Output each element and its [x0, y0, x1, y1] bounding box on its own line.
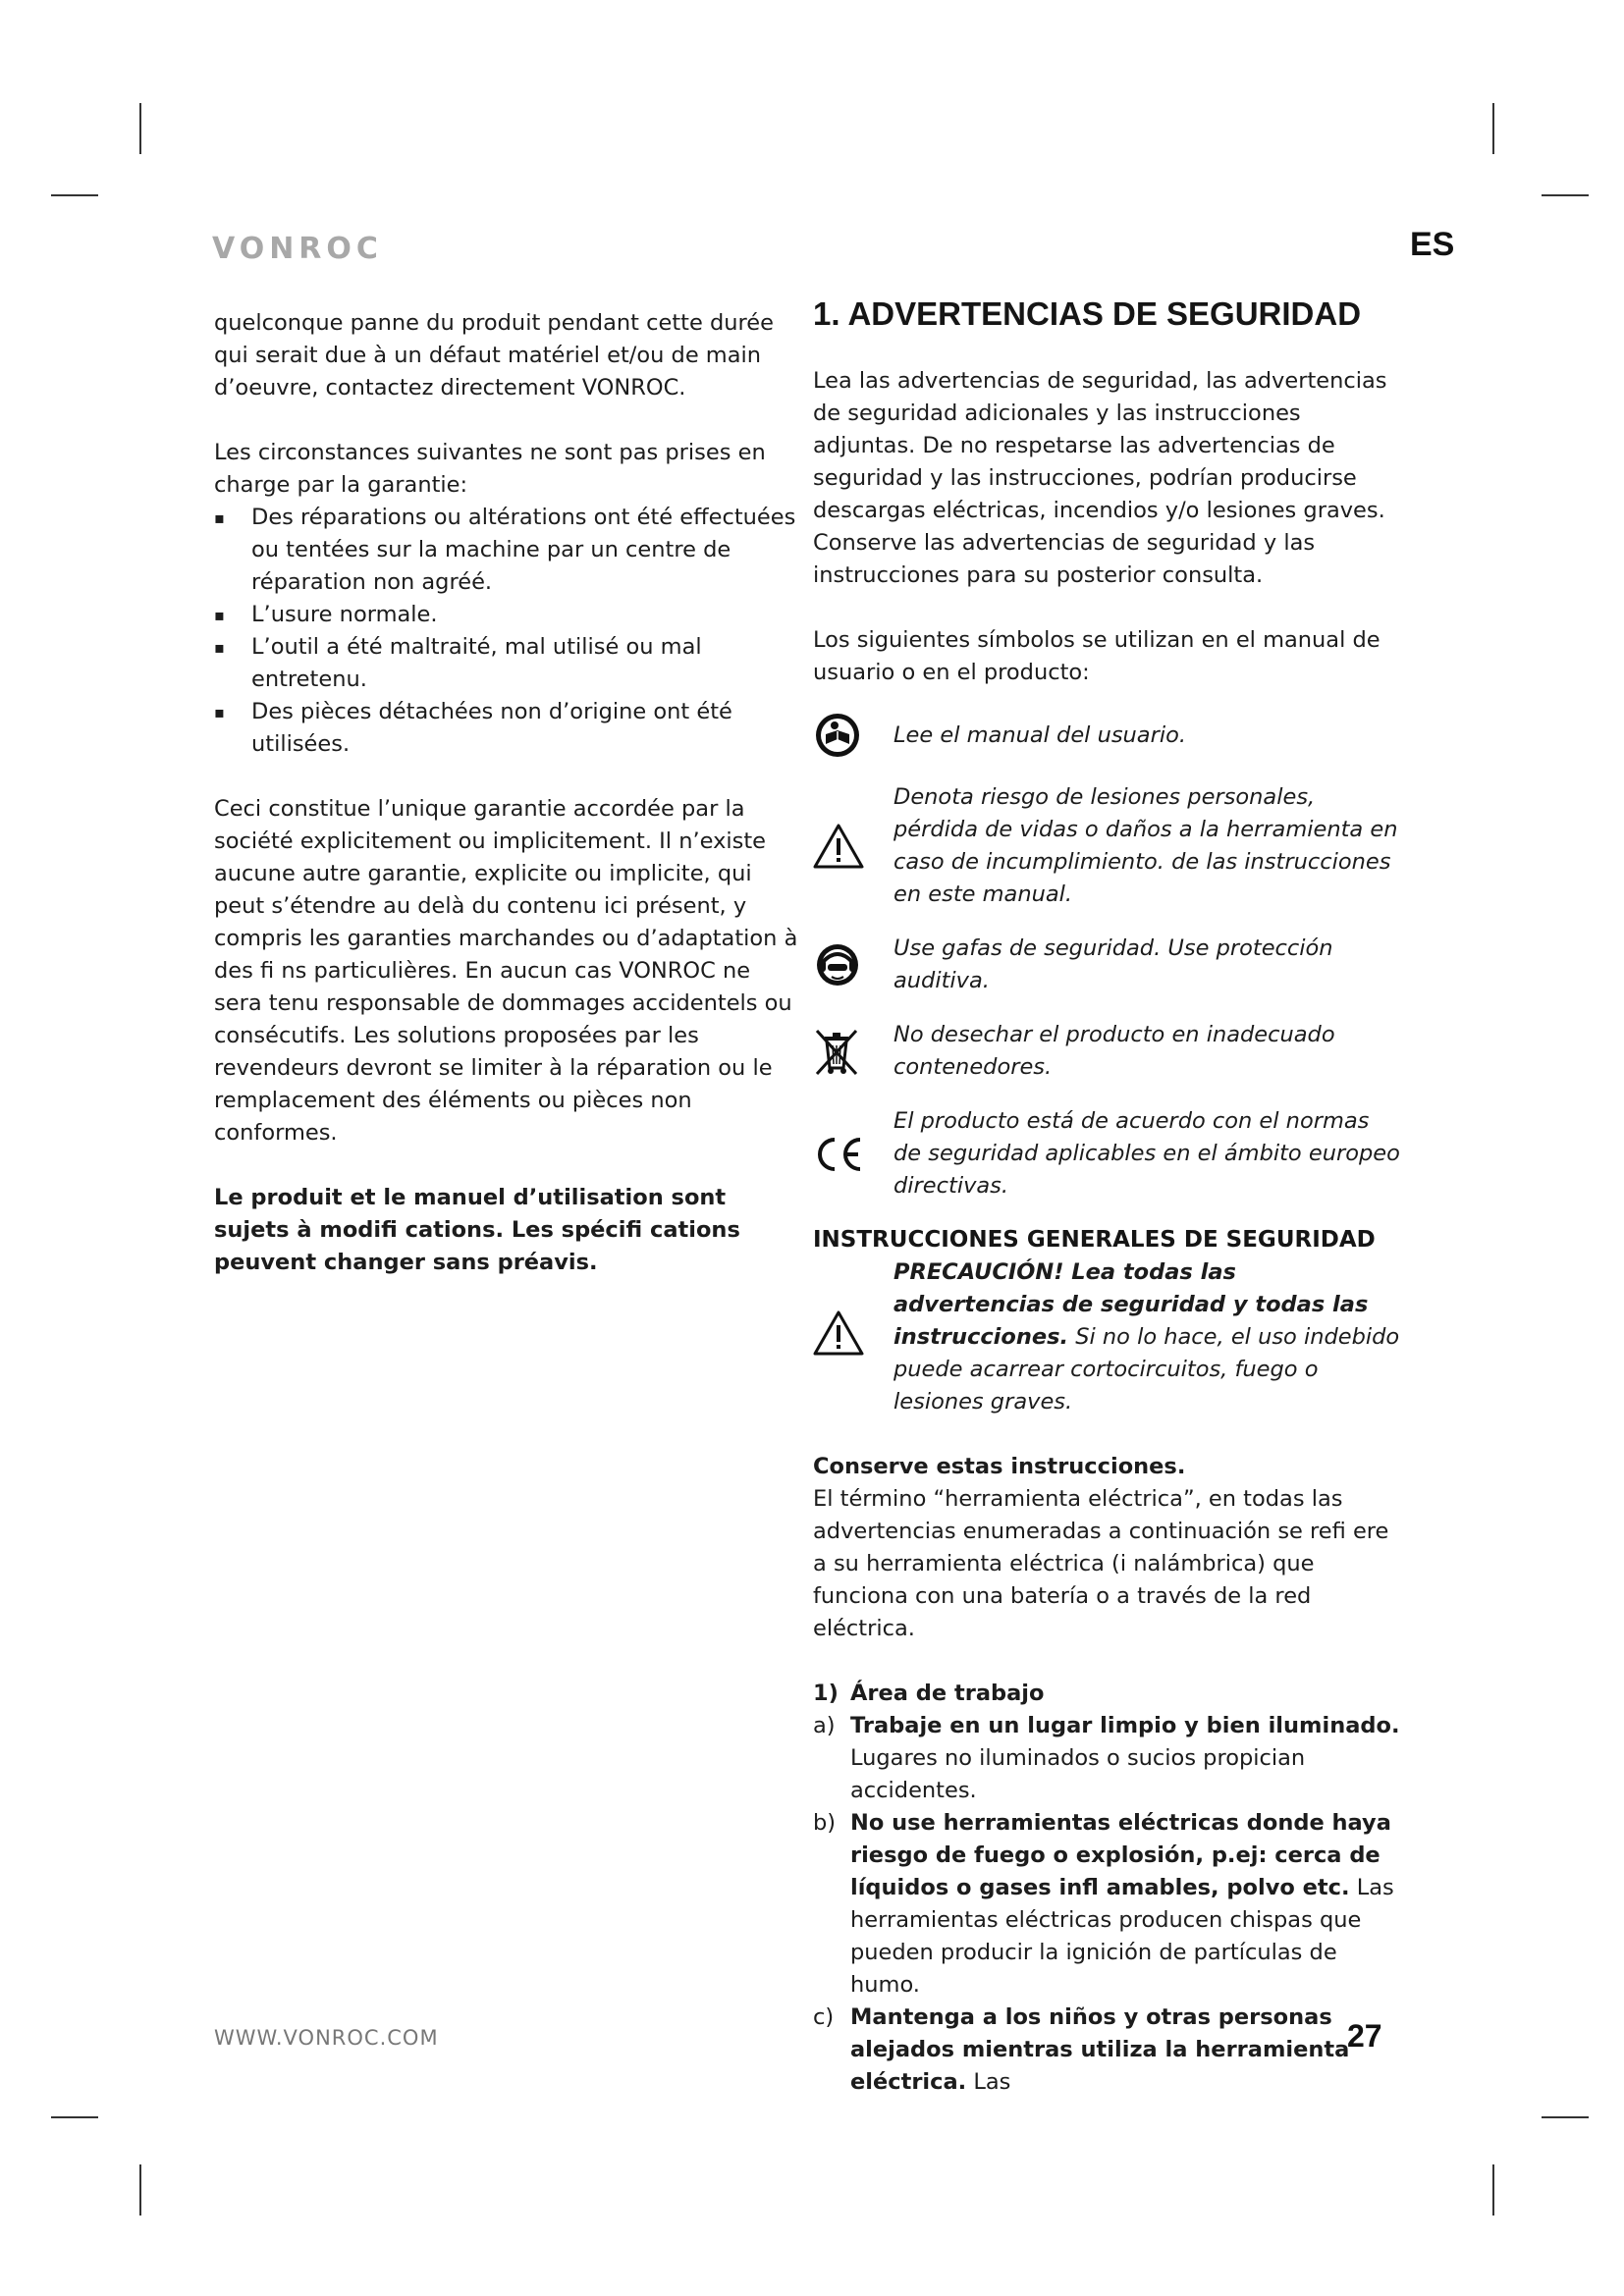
- list-item: ▪ Des pièces détachées non d’origine ont été utilisées.: [214, 696, 803, 761]
- symbols-intro: Los siguientes símbolos se utilizan en el manual de usuario o en el producto:: [813, 627, 1380, 685]
- general-safety-heading: INSTRUCCIONES GENERALES DE SEGURIDAD: [813, 1227, 1376, 1253]
- caution-block: [813, 1256, 1402, 1418]
- footer-url: WWW.VONROC.COM: [214, 2026, 439, 2050]
- safety-intro: Lea las advertencias de seguridad, las advertencias de seguridad adicionales y las instrucciones adjuntas. De no respetarse las advertencias de seguridad y las instrucciones, podrían producirse descargas eléctricas, incendios y/o lesiones graves. Conserve las advertencias de seguridad y las instrucciones para su posterior consulta.: [813, 368, 1387, 588]
- section-marker: 1): [813, 1681, 839, 1706]
- ce-mark-icon: [813, 1135, 864, 1174]
- crop-mark: [139, 2164, 141, 2216]
- symbol-description: Denota riesgo de lesiones personales, pérdida de vidas o daños a la herramienta en caso de incumplimiento. de las instrucciones en este manual.: [893, 784, 1398, 907]
- crop-mark: [51, 194, 98, 196]
- warning-triangle-icon: [813, 823, 864, 870]
- symbol-description: Use gafas de seguridad. Use protección auditiva.: [893, 935, 1333, 993]
- warning-triangle-icon: [813, 1309, 864, 1357]
- caution-rest: Si no lo hace, el uso indebido puede acarrear cortocircuitos, fuego o lesiones graves.: [893, 1324, 1400, 1415]
- modifications-notice: Le produit et le manuel d’utilisation sont sujets à modifi cations. Les spécifi cations peuvent changer sans préavis.: [214, 1185, 740, 1275]
- item-bold: Trabaje en un lugar limpio y bien iluminado.: [850, 1713, 1400, 1738]
- item-text: Lugares no iluminados o sucios propician accidentes.: [850, 1745, 1306, 1803]
- item-marker: b): [813, 1810, 837, 1836]
- item-bold: No use herramientas eléctricas donde haya riesgo de fuego o explosión, p.ej: cerca de líquidos o gases infl amables, polvo etc.: [850, 1810, 1391, 1900]
- list-item: ▪ L’outil a été maltraité, mal utilisé ou mal entretenu.: [214, 631, 803, 696]
- page-number: 27: [1347, 2018, 1382, 2054]
- symbol-row: [813, 1019, 1402, 1084]
- symbol-description: El producto está de acuerdo con el normas de seguridad aplicables en el ámbito europeo directivas.: [893, 1108, 1400, 1199]
- item-text: Las: [973, 2069, 1011, 2095]
- caution-bold: PRECAUCIÓN! Lea todas las advertencias de seguridad y todas las instrucciones.: [893, 1259, 1369, 1350]
- crop-mark: [1542, 194, 1589, 196]
- goggles-ear-protection-icon: [813, 940, 862, 989]
- caution-text: [882, 1256, 1402, 1418]
- crop-mark: [139, 103, 141, 154]
- item-marker: a): [813, 1713, 836, 1738]
- symbol-description: No desechar el producto en inadecuado contenedores.: [893, 1022, 1335, 1080]
- keep-instructions-heading: Conserve estas instrucciones.: [813, 1454, 1186, 1479]
- symbol-row: [813, 711, 1402, 760]
- item-marker: c): [813, 2004, 835, 2030]
- brand-logo: VONROC: [212, 232, 383, 266]
- crop-mark: [1492, 103, 1494, 154]
- list-item: [813, 2002, 1402, 2099]
- list-item: [813, 1807, 1402, 2002]
- exclusions-intro: Les circonstances suivantes ne sont pas prises en charge par la garantie:: [214, 440, 766, 498]
- list-item: ▪ L’usure normale.: [214, 599, 803, 631]
- symbol-description: Lee el manual del usuario.: [893, 721, 1187, 748]
- warranty-paragraph: quelconque panne du produit pendant cette durée qui serait due à un défaut matériel et/ou de main d’oeuvre, contactez directement VONROC.: [214, 310, 774, 400]
- list-item: [813, 1710, 1402, 1807]
- right-column: [813, 294, 1402, 2099]
- item-text: Las herramientas eléctricas producen chispas que pueden producir la ignición de partículas de humo.: [850, 1875, 1394, 1998]
- exclusions-list: [214, 502, 803, 761]
- section-title-text: Área de trabajo: [850, 1681, 1045, 1706]
- symbol-row: [813, 781, 1402, 911]
- list-item: ▪ Des réparations ou altérations ont été effectuées ou tentées sur la machine par un centre de réparation non agréé.: [214, 502, 803, 599]
- crossed-bin-icon: [813, 1025, 860, 1078]
- manual-icon: [813, 711, 862, 760]
- section-title: 1. ADVERTENCIAS DE SEGURIDAD: [813, 295, 1362, 332]
- section-heading: [813, 1678, 1402, 1710]
- power-tool-definition: El término “herramienta eléctrica”, en todas las advertencias enumeradas a continuación se refi ere a su herramienta eléctrica (i nalámbrica) que funciona con una batería o a través de la red eléctrica.: [813, 1486, 1389, 1641]
- item-bold: Mantenga a los niños y otras personas alejados mientras utiliza la herramienta eléctrica.: [850, 2004, 1350, 2095]
- symbol-row: [813, 1105, 1402, 1202]
- left-column: [214, 307, 803, 1279]
- crop-mark: [1542, 2116, 1589, 2118]
- sole-warranty-paragraph: Ceci constitue l’unique garantie accordée par la société explicitement ou implicitement. Il n’existe aucune autre garantie, explicite ou implicite, qui peut s’étendre au delà du contenu ici présent, y compris les garanties marchandes ou d’adaptation à des fi ns particulières. En aucun cas VONROC ne sera tenu responsable de dommages accidentels ou consécutifs. Les solutions proposées par les revendeurs devront se limiter à la réparation ou le remplacement des éléments ou pièces non conformes.: [214, 796, 798, 1146]
- crop-mark: [51, 2116, 98, 2118]
- symbol-row: [813, 933, 1402, 997]
- crop-mark: [1492, 2164, 1494, 2216]
- work-area-list: [813, 1678, 1402, 2099]
- language-code: ES: [1410, 226, 1455, 263]
